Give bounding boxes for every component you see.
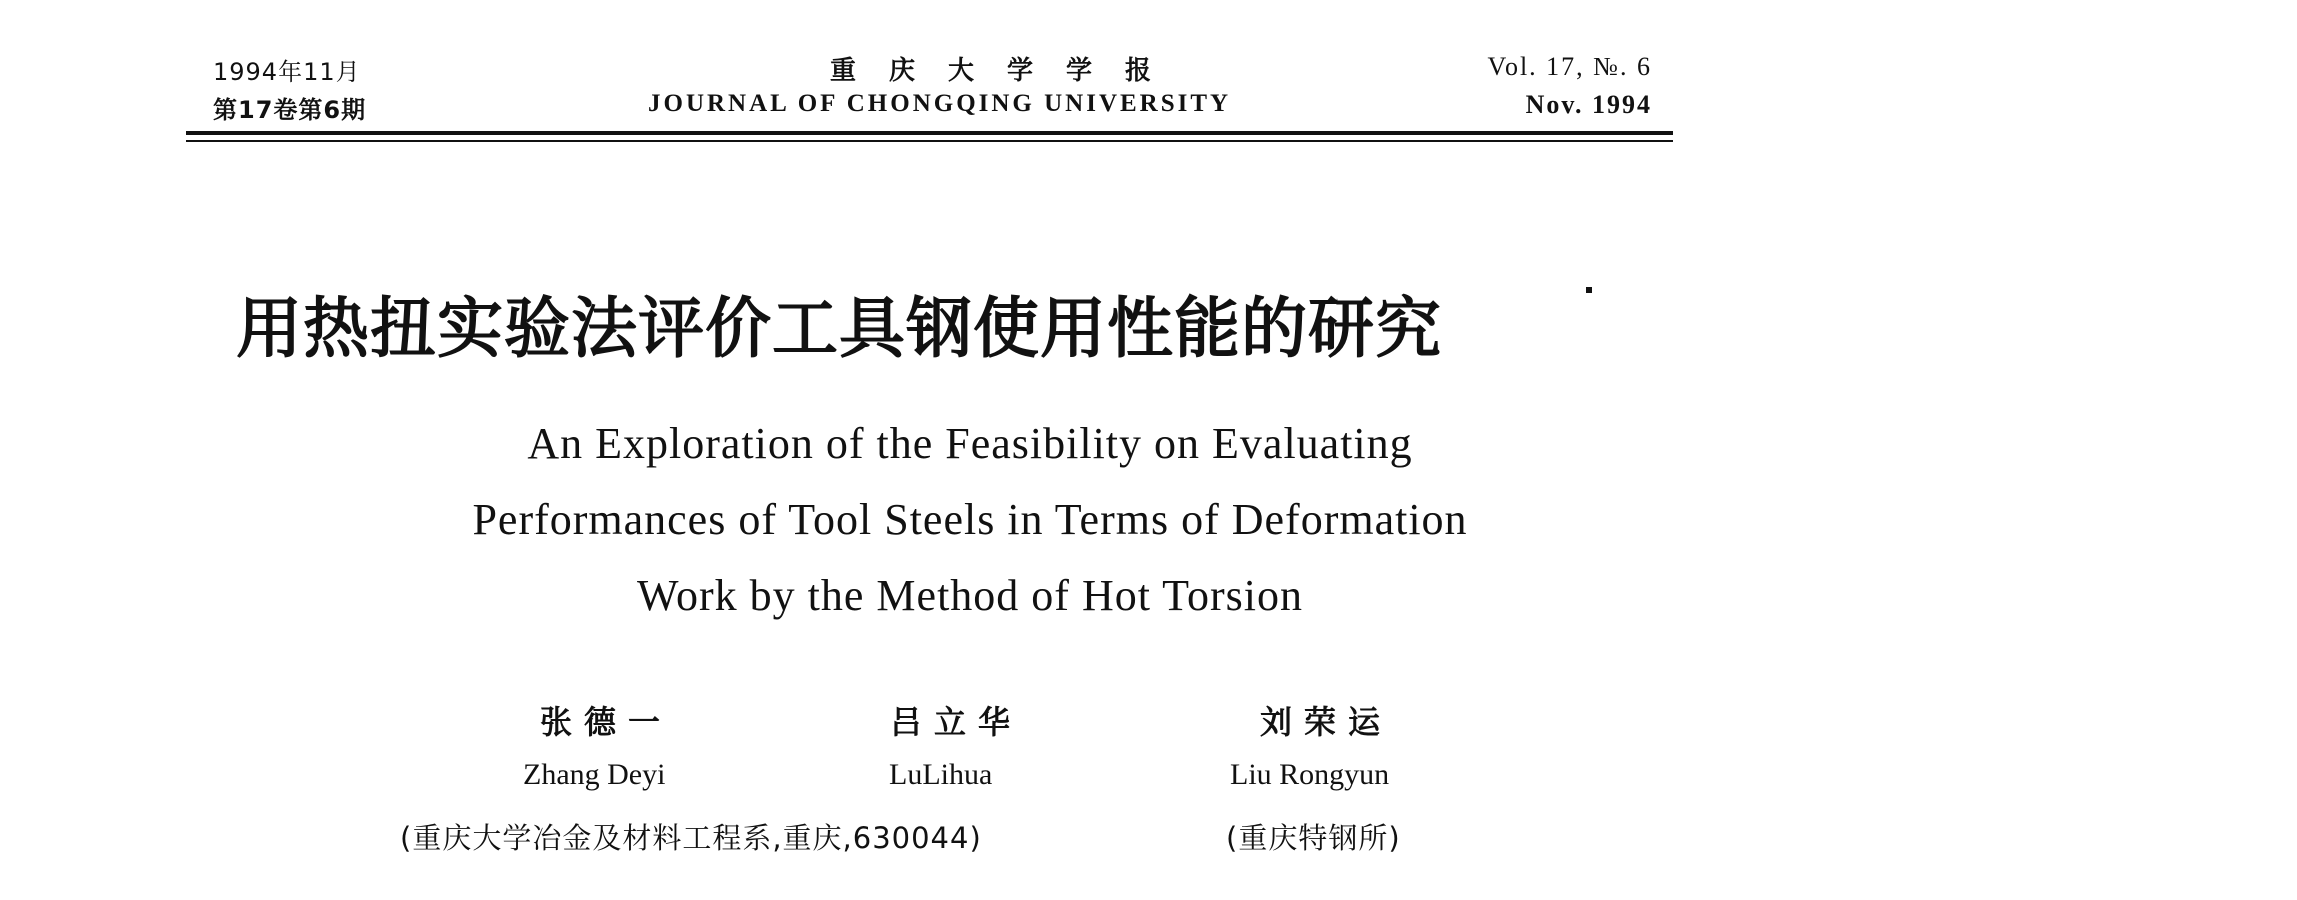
affiliation-1: (重庆大学冶金及材料工程系,重庆,630044) <box>400 821 982 855</box>
header-rule-thin <box>186 140 1673 142</box>
author-2-name-en: LuLihua <box>889 758 993 791</box>
volume-issue-cn: 第17卷第6期 <box>213 96 367 124</box>
footnote-marker <box>1586 287 1592 293</box>
author-1-name-cn: 张德一 <box>540 703 673 741</box>
author-3-name-cn: 刘荣运 <box>1260 703 1393 741</box>
author-3-name-en: Liu Rongyun <box>1230 758 1390 791</box>
title-english-line-2: Performances of Tool Steels in Terms of Deformation <box>472 495 1468 544</box>
header-rule-thick <box>186 131 1673 135</box>
issue-date-en: Nov. 1994 <box>1525 90 1652 119</box>
issue-date: 1994年11月 <box>213 58 361 86</box>
author-2-name-cn: 吕立华 <box>890 703 1023 741</box>
journal-name-cn: 重庆大学学报 <box>830 56 1185 86</box>
title-english-line-3: Work by the Method of Hot Torsion <box>637 571 1303 620</box>
volume-number-en: Vol. 17, №. 6 <box>1487 52 1652 81</box>
author-1-name-en: Zhang Deyi <box>523 758 666 791</box>
title-english-line-1: An Exploration of the Feasibility on Evaluating <box>527 419 1413 468</box>
affiliation-2: (重庆特钢所) <box>1226 821 1401 855</box>
title-chinese: 用热扭实验法评价工具钢使用性能的研究 <box>236 290 1442 367</box>
journal-name-en: JOURNAL OF CHONGQING UNIVERSITY <box>648 90 1232 117</box>
